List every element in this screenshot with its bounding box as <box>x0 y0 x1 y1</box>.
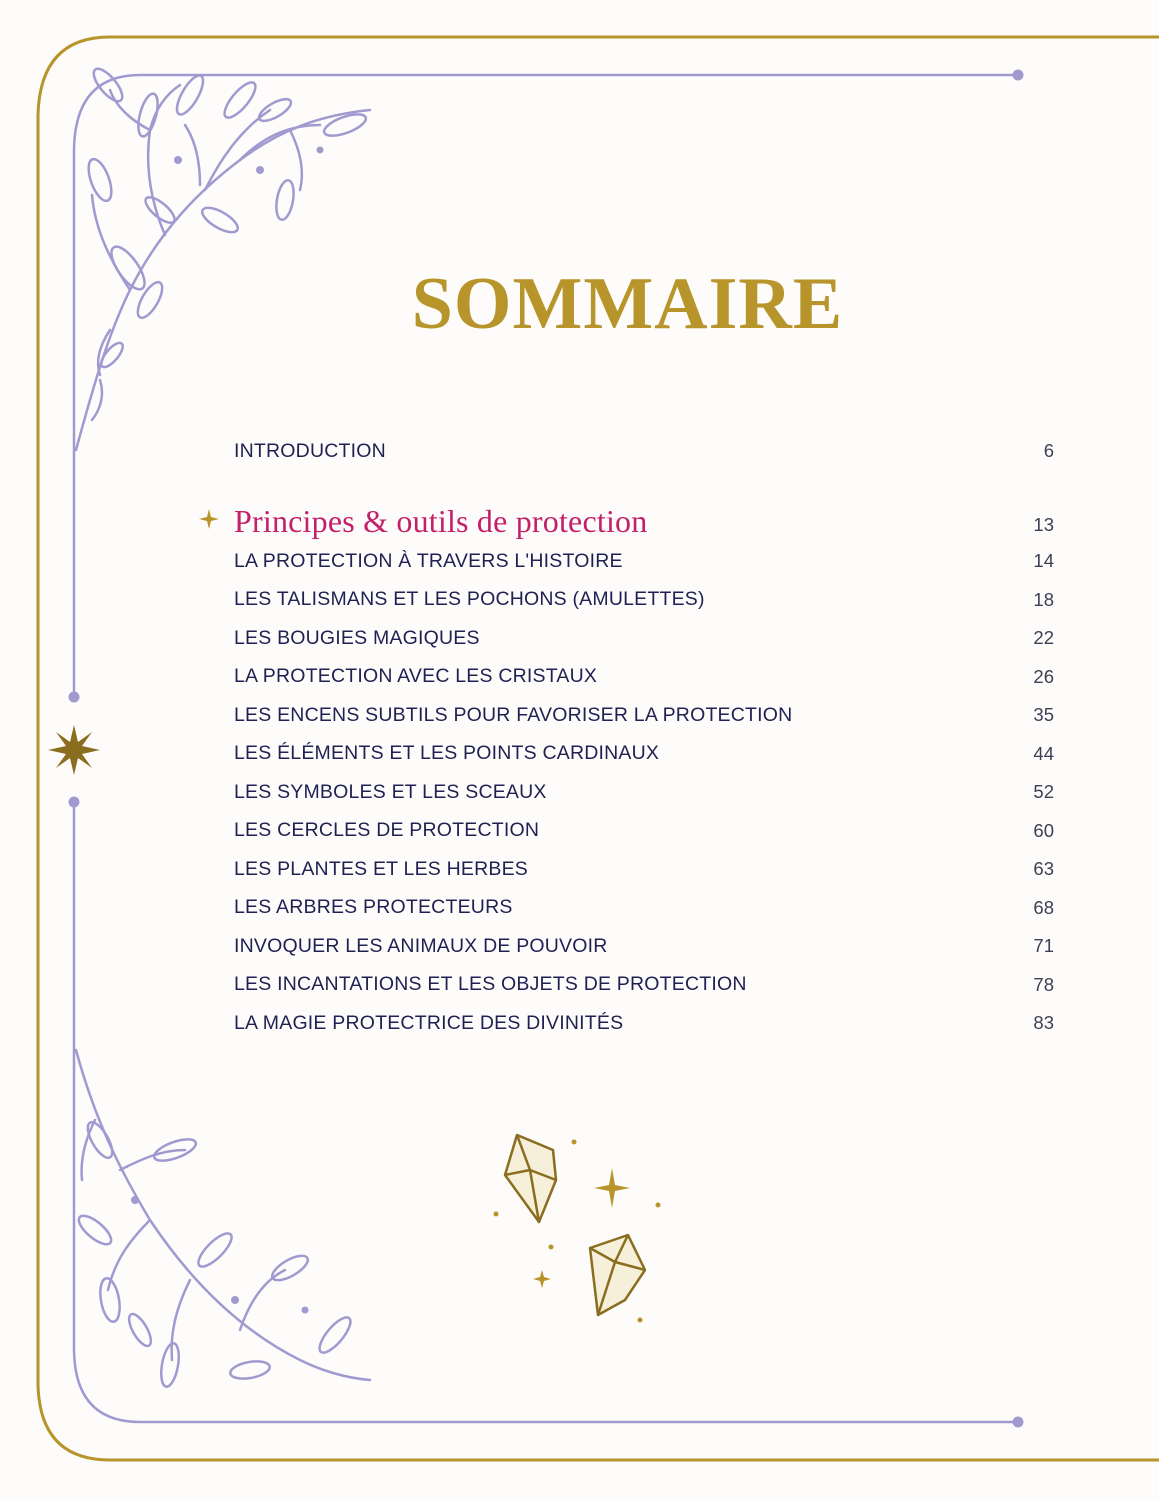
toc-page-number: 35 <box>1033 704 1054 725</box>
toc-page-number: 68 <box>1033 896 1054 918</box>
toc-row[interactable] <box>234 931 1054 961</box>
toc-row[interactable] <box>234 662 1054 692</box>
toc-page-number: 14 <box>1033 550 1054 571</box>
toc-page-number: 71 <box>1033 935 1054 956</box>
section-title: Principes & outils de protection <box>234 502 648 539</box>
toc-entry-label: LA PROTECTION À TRAVERS L'HISTOIRE <box>234 549 623 572</box>
toc-entry-label: LES ÉLÉMENTS ET LES POINTS CARDINAUX <box>234 742 660 764</box>
toc-row[interactable] <box>234 970 1054 1000</box>
bottom-vine-illustration <box>76 1050 370 1380</box>
toc-entry-label: LES BOUGIES MAGIQUES <box>234 626 480 649</box>
toc-entry-label: LES CERCLES DE PROTECTION <box>234 819 540 841</box>
toc-entry-label: LES TALISMANS ET LES POCHONS (AMULETTES) <box>234 588 705 610</box>
crystal-illustration <box>494 1135 661 1323</box>
toc-row[interactable] <box>234 700 1054 730</box>
toc-entry-label: LES ARBRES PROTECTEURS <box>234 896 513 918</box>
toc-page-number: 22 <box>1033 627 1054 648</box>
toc-row[interactable] <box>234 546 1054 576</box>
sparkle-icon <box>198 508 220 530</box>
toc-intro-row[interactable] <box>234 436 1054 466</box>
toc-page-number: 63 <box>1033 858 1054 879</box>
toc-row[interactable] <box>234 854 1054 884</box>
toc-row[interactable] <box>234 816 1054 846</box>
toc-entry-label: LES PLANTES ET LES HERBES <box>234 857 529 880</box>
side-star-icon <box>48 725 100 775</box>
toc-page-number: 6 <box>1043 440 1054 461</box>
crystal-icon <box>505 1135 645 1315</box>
toc-entry-label: LES ENCENS SUBTILS POUR FAVORISER LA PROTECTION <box>234 703 793 726</box>
toc-entry-label: LA MAGIE PROTECTRICE DES DIVINITÉS <box>234 1011 624 1034</box>
toc-entry-label: INTRODUCTION <box>234 439 386 462</box>
toc-entry-label: LES SYMBOLES ET LES SCEAUX <box>234 780 547 803</box>
toc-page-number: 18 <box>1033 588 1054 610</box>
toc-entry-label: INVOQUER LES ANIMAUX DE POUVOIR <box>234 934 608 957</box>
toc-page-number: 78 <box>1033 973 1054 995</box>
bottom-vine-berries <box>131 1196 309 1314</box>
toc-page-number: 13 <box>1033 514 1054 535</box>
toc-row[interactable] <box>234 739 1054 769</box>
toc-page-number: 52 <box>1033 781 1054 802</box>
toc-row[interactable] <box>234 1008 1054 1038</box>
toc-row[interactable] <box>234 893 1054 923</box>
toc-page-number: 83 <box>1033 1012 1054 1033</box>
toc-row[interactable] <box>234 585 1054 615</box>
toc-entry-label: LES INCANTATIONS ET LES OBJETS DE PROTECTION <box>234 973 747 995</box>
toc-entry-label: LA PROTECTION AVEC LES CRISTAUX <box>234 665 598 687</box>
toc-page-number: 26 <box>1033 665 1054 687</box>
page-title: SOMMAIRE <box>411 263 844 345</box>
toc-page-number: 60 <box>1033 819 1054 841</box>
toc-row[interactable] <box>234 777 1054 807</box>
toc-page-number: 44 <box>1033 742 1054 764</box>
toc-row[interactable] <box>234 623 1054 653</box>
toc-section-row[interactable] <box>234 503 1054 539</box>
